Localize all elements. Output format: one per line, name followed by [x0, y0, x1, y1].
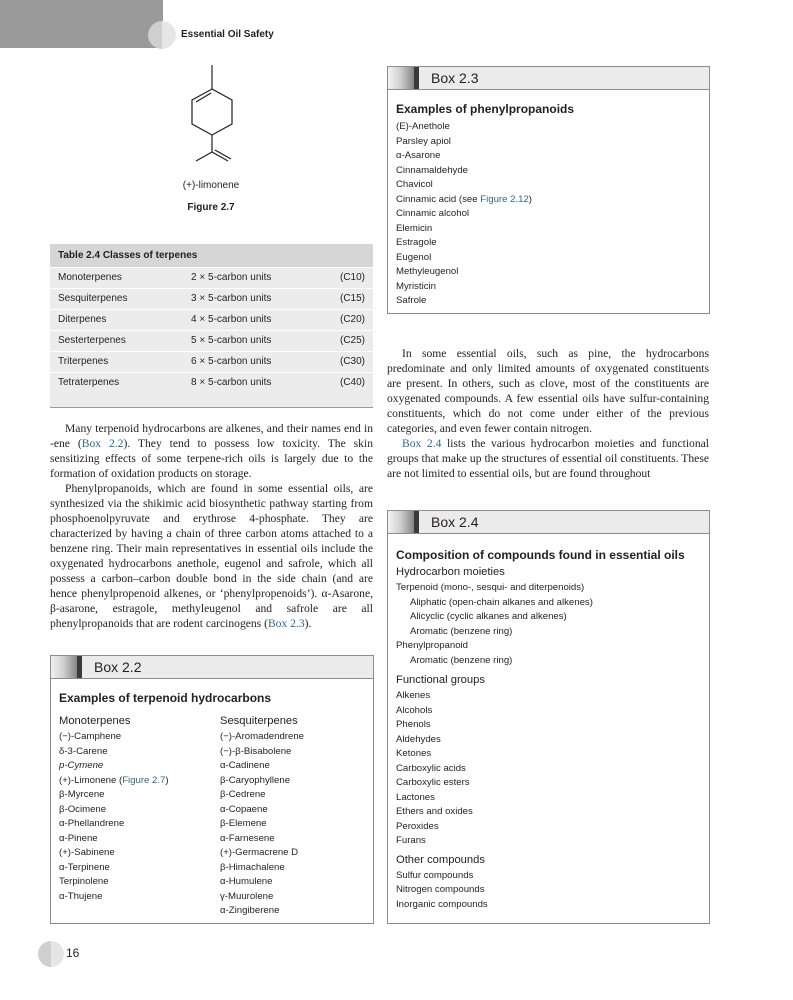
- item-text: δ-3-Carene: [59, 745, 108, 757]
- box-label: Box 2.3: [431, 70, 479, 86]
- list-item: α-Copaene: [220, 803, 268, 815]
- item-text: α-Pinene: [59, 832, 98, 844]
- list-item: [59, 861, 212, 876]
- item-text: (+)-Limonene (: [59, 774, 123, 786]
- item-text: Cinnamaldehyde: [396, 164, 468, 176]
- list-item: [396, 294, 709, 309]
- formula-cell: (C25): [339, 335, 365, 346]
- list-item: β-Caryophyllene: [220, 774, 291, 786]
- page-number-circle: [38, 941, 64, 967]
- monoterpenes-column: [51, 709, 212, 919]
- list-item: Carboxylic acids: [396, 762, 466, 774]
- item-text: β-Ocimene: [59, 803, 107, 815]
- list-item: β-Himachalene: [220, 861, 285, 873]
- list-item: [59, 803, 212, 818]
- box-title: Examples of terpenoid hydrocarbons: [59, 691, 272, 705]
- box-2-4-composition: [387, 510, 710, 924]
- list-item: [396, 120, 709, 135]
- box-tab-bar: [77, 656, 82, 678]
- item-text: Elemicin: [396, 222, 433, 234]
- item-text: Parsley apiol: [396, 135, 451, 147]
- list-item: Alcohols: [396, 704, 433, 716]
- section-heading: Other compounds: [396, 853, 485, 866]
- list-item: [396, 149, 709, 164]
- list-item: [59, 875, 212, 890]
- list-item: α-Farnesene: [220, 832, 275, 844]
- functional-groups-list: [388, 689, 709, 849]
- item-text: (−)-Camphene: [59, 731, 122, 742]
- hydrocarbon-list: [388, 581, 709, 668]
- list-item: Ethers and oxides: [396, 806, 473, 817]
- item-text: α-Phellandrene: [59, 818, 125, 829]
- list-item: Aromatic (benzene ring): [410, 654, 513, 666]
- list-item: [59, 890, 212, 905]
- text-span: lists the various hydrocarbon moieties and functional groups that make up the structures of essential oil constituents. These are not limited to essential oils, but are found throughout: [387, 437, 710, 480]
- class-name-cell: Monoterpenes: [58, 272, 122, 283]
- class-name-cell: Diterpenes: [58, 314, 107, 325]
- list-item: [396, 251, 709, 266]
- column-heading: Monoterpenes: [59, 715, 131, 727]
- limonene-structure-diagram: [170, 62, 250, 172]
- section-heading: Functional groups: [396, 674, 485, 686]
- running-header-title: Essential Oil Safety: [181, 29, 274, 40]
- box-link[interactable]: Box 2.2: [81, 437, 124, 450]
- header-band: [0, 0, 163, 48]
- text-span: ).: [304, 617, 312, 630]
- list-item: [396, 164, 709, 179]
- box-link[interactable]: Box 2.3: [267, 617, 305, 630]
- list-item: Aliphatic (open-chain alkanes and alkenes): [410, 596, 593, 608]
- item-text: Cinnamic acid (see: [396, 193, 481, 205]
- table-row: [50, 267, 373, 288]
- box-tab-ornament: [388, 511, 416, 533]
- list-item: [396, 280, 709, 295]
- list-item: [396, 222, 709, 237]
- list-item: (−)-β-Bisabolene: [220, 745, 292, 757]
- list-item: Terpenoid (mono-, sesqui- and diterpenoids): [396, 582, 585, 593]
- table-title-row: [50, 244, 373, 267]
- list-item: (+)-Germacrene D: [220, 847, 299, 858]
- formula-cell: (C40): [339, 377, 365, 389]
- box-label: Box 2.2: [94, 659, 142, 675]
- text-span: Phenylpropanoids, which are found in some essential oils, are synthesized via the shikimic acid biosynthetic pathway starting from phosphoenolpyruvate and erythrose 4-phosphate. They are characterized by having a chain of three carbon atoms attached to a benzene ring. Their main representatives in essential oils include the oxygenated hydrocarbons anethole, eugenol and safrole, which all possess a carbon–carbon double bond in the side chain (and are hence phenylpropenoid alkenes, or ‘phenylpropenoids’). α-Asarone, β-asarone, estragole, methyleugenol and safrole are all phenylpropanoids that are rodent carcinogens (: [50, 482, 373, 630]
- list-item: α-Cadinene: [220, 760, 270, 771]
- sesquiterpenes-list: [212, 730, 373, 919]
- item-text: β-Myrcene: [59, 789, 105, 800]
- list-item: [59, 759, 212, 774]
- table-title: Table 2.4 Classes of terpenes: [58, 249, 198, 261]
- molecule-label: (+)-limonene: [182, 180, 240, 191]
- terpene-classes-table: [50, 244, 373, 408]
- list-item: (−)-Aromadendrene: [220, 731, 304, 742]
- list-item: Ketones: [396, 748, 432, 759]
- item-text: Eugenol: [396, 251, 432, 263]
- table-row: [50, 372, 373, 393]
- figure-link[interactable]: Figure 2.12: [480, 193, 529, 205]
- item-text: Terpinolene: [59, 876, 109, 887]
- column-heading: Sesquiterpenes: [220, 715, 298, 727]
- box-label: Box 2.4: [431, 514, 479, 530]
- item-text: p-Cymene: [59, 760, 104, 771]
- table-bottom-spacer: [50, 393, 373, 407]
- carbon-units-cell: 3 × 5-carbon units: [191, 293, 272, 304]
- figure-caption: Figure 2.7: [187, 202, 235, 213]
- table-row: [50, 309, 373, 330]
- paragraph: [50, 481, 373, 631]
- section-heading: Hydrocarbon moieties: [396, 566, 505, 578]
- text-span: Many terpenoid hydrocarbons are alkenes, and their names end in -ene (: [50, 422, 373, 450]
- list-item: Lactones: [396, 791, 435, 803]
- item-text: Methyleugenol: [396, 266, 459, 277]
- list-item: [396, 207, 709, 222]
- item-text: Estragole: [396, 237, 437, 248]
- figure-link[interactable]: Figure 2.7: [122, 774, 166, 786]
- carbon-units-cell: 4 × 5-carbon units: [191, 314, 272, 325]
- list-item: Nitrogen compounds: [396, 884, 485, 895]
- header-circle-ornament: [148, 21, 176, 49]
- list-item: γ-Muurolene: [220, 890, 274, 902]
- list-item: [59, 846, 212, 861]
- list-item: [396, 135, 709, 150]
- box-tab-bar: [414, 67, 419, 89]
- page-number: 16: [66, 946, 80, 960]
- list-item: Aromatic (benzene ring): [410, 625, 513, 637]
- paragraph: In some essential oils, such as pine, the hydrocarbons predominate and only limited amounts of oxygenated constituents are present. In others, such as clove, most of the constituents are oxygenated compounds. A few essential oils have sulfur-containing constituents, which do not come under either of the previous categories, and even fewer contain nitrogen.: [387, 347, 709, 435]
- formula-cell: (C30): [339, 356, 365, 367]
- monoterpenes-list: [51, 730, 212, 904]
- box-tab-bar: [414, 511, 419, 533]
- phenylpropanoid-list: [388, 120, 709, 309]
- list-item: Inorganic compounds: [396, 898, 488, 910]
- box-title: Examples of phenylpropanoids: [396, 102, 575, 116]
- item-text: α-Asarone: [396, 150, 441, 161]
- left-column-text: [50, 421, 373, 631]
- list-item: Alicyclic (cyclic alkanes and alkenes): [410, 611, 567, 622]
- item-text: (E)-Anethole: [396, 121, 450, 132]
- item-text: α-Terpinene: [59, 861, 110, 873]
- list-item: β-Elemene: [220, 818, 267, 829]
- box-title: Composition of compounds found in essential oils: [396, 548, 685, 562]
- right-column-text: [387, 346, 709, 481]
- list-item: α-Humulene: [220, 876, 273, 887]
- list-item: [396, 193, 709, 208]
- list-item: β-Cedrene: [220, 789, 266, 800]
- formula-cell: (C20): [339, 314, 365, 325]
- list-item: [59, 730, 212, 745]
- text-span: ). They tend to possess low toxicity. The skin sensitizing effects of some terpene-rich oils is largely due to the formation of oxidation products on storage.: [50, 437, 373, 480]
- box-tab-ornament: [388, 67, 416, 89]
- item-text: Myristicin: [396, 280, 436, 292]
- paragraph: [50, 421, 373, 481]
- list-item: Peroxides: [396, 820, 439, 832]
- list-item: Sulfur compounds: [396, 869, 474, 881]
- box-2-2-terpenoid-hydrocarbons: [50, 655, 374, 924]
- box-tab-ornament: [51, 656, 79, 678]
- box-columns: [51, 709, 373, 919]
- carbon-units-cell: 8 × 5-carbon units: [191, 377, 272, 389]
- list-item: [59, 774, 212, 789]
- list-item: [396, 178, 709, 193]
- list-item: [59, 817, 212, 832]
- class-name-cell: Sesquiterpenes: [58, 293, 128, 304]
- formula-cell: (C15): [339, 293, 365, 304]
- item-text: Chavicol: [396, 179, 433, 190]
- carbon-units-cell: 5 × 5-carbon units: [191, 335, 272, 346]
- box-header: [388, 67, 709, 90]
- class-name-cell: Tetraterpenes: [58, 377, 120, 389]
- list-item: [396, 265, 709, 280]
- paragraph: [387, 436, 709, 481]
- list-item: α-Zingiberene: [220, 905, 280, 916]
- table-row: [50, 330, 373, 351]
- formula-cell: (C10): [339, 272, 365, 283]
- item-text: (+)-Sabinene: [59, 847, 115, 858]
- other-compounds-list: [388, 869, 709, 913]
- list-item: Aldehydes: [396, 733, 441, 745]
- table-row: [50, 351, 373, 372]
- list-item: [396, 236, 709, 251]
- item-text: Cinnamic alcohol: [396, 208, 470, 219]
- class-name-cell: Sesterterpenes: [58, 335, 126, 346]
- list-item: [59, 745, 212, 760]
- item-text: α-Thujene: [59, 890, 103, 902]
- carbon-units-cell: 2 × 5-carbon units: [191, 272, 272, 283]
- item-text: Safrole: [396, 295, 427, 306]
- list-item: Alkenes: [396, 690, 431, 701]
- list-item: [59, 832, 212, 847]
- table-row: [50, 288, 373, 309]
- list-item: Phenols: [396, 719, 431, 730]
- box-2-3-phenylpropanoids: [387, 66, 710, 314]
- item-text: ): [165, 774, 169, 786]
- list-item: [59, 788, 212, 803]
- box-link[interactable]: Box 2.4: [402, 437, 442, 450]
- carbon-units-cell: 6 × 5-carbon units: [191, 356, 272, 367]
- list-item: Carboxylic esters: [396, 777, 470, 788]
- item-text: ): [528, 193, 532, 205]
- list-item: Phenylpropanoid: [396, 640, 469, 651]
- class-name-cell: Triterpenes: [58, 356, 109, 367]
- box-header: [388, 511, 709, 534]
- box-header: [51, 656, 373, 679]
- sesquiterpenes-column: [212, 709, 373, 919]
- list-item: Furans: [396, 835, 426, 846]
